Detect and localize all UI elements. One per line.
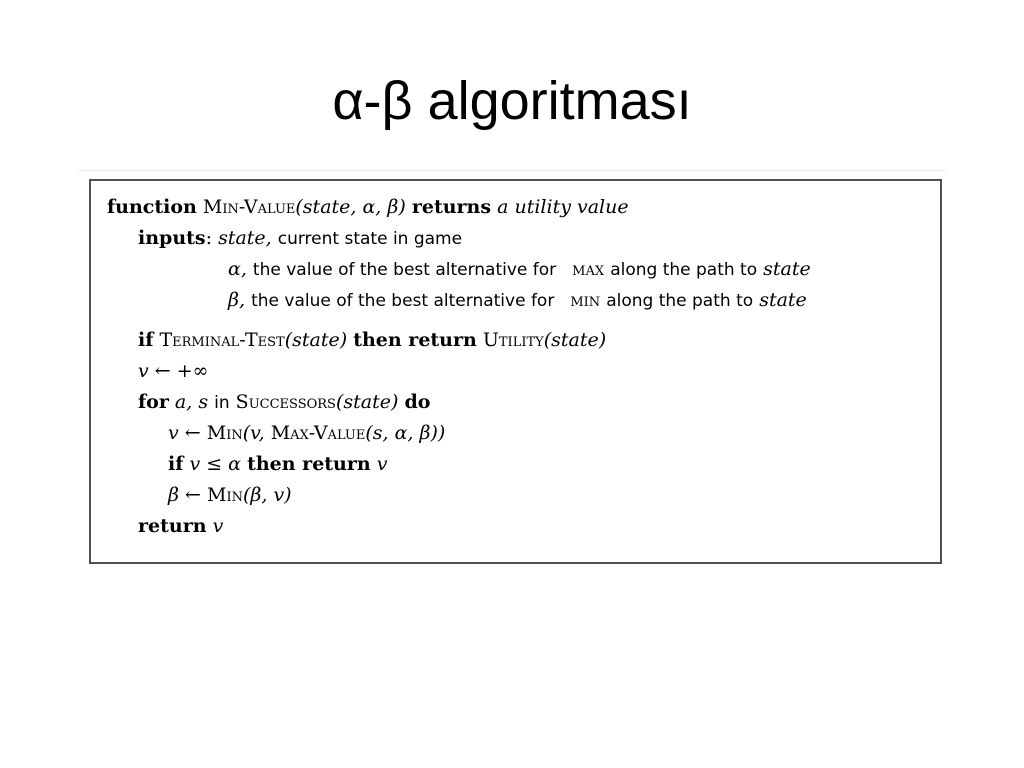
function-params: (state, α, β) xyxy=(295,196,406,218)
algo-line-return xyxy=(138,513,223,539)
if-keyword: if xyxy=(168,453,184,475)
then-return-keyword: then return xyxy=(353,329,477,351)
return-keyword: return xyxy=(138,515,207,537)
if-keyword: if xyxy=(138,329,154,351)
input-alpha: α, xyxy=(228,258,247,280)
update-v-lhs: v ← xyxy=(168,422,201,444)
algo-line-update-v xyxy=(168,420,445,446)
algo-line-alpha-input xyxy=(228,256,811,283)
returns-keyword: returns xyxy=(411,196,492,218)
update-beta-args: (β, v) xyxy=(242,484,292,506)
player-min: min xyxy=(570,289,601,311)
input-state: state, xyxy=(218,227,272,249)
algo-line-beta-input xyxy=(228,287,807,314)
in-keyword: in xyxy=(214,393,230,413)
input-state-description: current state in game xyxy=(277,229,463,249)
prune-return-value: v xyxy=(376,453,388,475)
slide-title: α-β algoritması xyxy=(332,71,692,131)
init-v-expression: v ← +∞ xyxy=(138,360,209,382)
update-beta-lhs: β ← xyxy=(168,484,201,506)
then-return-keyword: then return xyxy=(247,453,371,475)
input-beta-description: the value of the best alternative for xyxy=(251,291,555,311)
inputs-colon: : xyxy=(205,227,213,249)
min-open-arg: (v, xyxy=(242,422,265,444)
beta-path-text: along the path to xyxy=(606,291,754,311)
algo-line-update-beta xyxy=(168,482,292,508)
return-value: v xyxy=(212,515,224,537)
divider-line xyxy=(78,170,946,171)
algo-line-init-v xyxy=(138,358,208,384)
algorithm-box xyxy=(89,179,942,564)
utility-arg: (state) xyxy=(543,329,607,351)
algo-line-for-loop xyxy=(138,389,430,416)
inputs-keyword: inputs xyxy=(138,227,206,249)
algo-line-prune-check xyxy=(168,451,387,477)
algo-line-function-header xyxy=(107,194,629,220)
max-value-fn: Max-Value xyxy=(270,422,366,444)
input-alpha-description: the value of the best alternative for xyxy=(252,260,557,280)
return-description: a utility value xyxy=(497,196,629,218)
successors-fn: Successors xyxy=(235,391,336,413)
do-keyword: do xyxy=(404,391,431,413)
min-fn: Min xyxy=(206,422,243,444)
beta-path-state: state xyxy=(759,289,807,311)
algo-line-inputs xyxy=(138,225,462,252)
min-fn: Min xyxy=(207,484,243,506)
max-value-args: (s, α, β)) xyxy=(365,422,446,444)
successors-arg: (state) xyxy=(335,391,399,413)
alpha-path-text: along the path to xyxy=(610,260,758,280)
alpha-path-state: state xyxy=(763,258,811,280)
function-name: Min-Value xyxy=(202,196,296,218)
terminal-test-arg: (state) xyxy=(284,329,348,351)
algo-line-terminal-test xyxy=(138,327,606,353)
for-keyword: for xyxy=(138,391,169,413)
loop-vars: a, s xyxy=(174,391,209,413)
prune-condition: v ≤ α xyxy=(189,453,242,475)
player-max: max xyxy=(572,258,605,280)
terminal-test-fn: Terminal-Test xyxy=(159,329,285,351)
utility-fn: Utility xyxy=(482,329,544,351)
input-beta: β, xyxy=(228,289,246,311)
function-keyword: function xyxy=(107,196,197,218)
